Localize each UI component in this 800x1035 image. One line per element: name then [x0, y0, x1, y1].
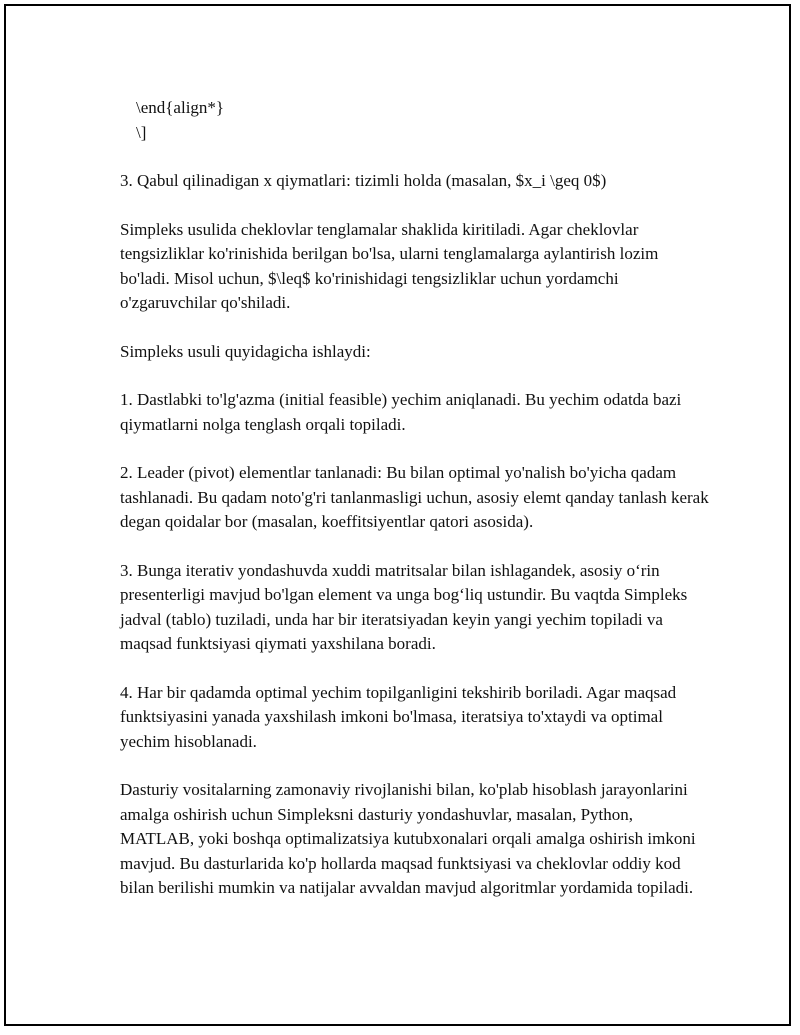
paragraph-step-3: 3. Bunga iterativ yondashuvda xuddi matritsalar bilan ishlagandek, asosiy o‘rin presenterligi mavjud bo'lgan element va unga bog‘liq ustundir. Bu vaqtda Simpleks jadval (tablo) tuziladi, unda har bir iteratsiyadan keyin yangi yechim topiladi va maqsad funktsiyasi qiymati yaxshilana boradi. [120, 560, 688, 653]
paragraph-how-it-works: Simpleks usuli quyidagicha ishlaydi: [120, 341, 371, 361]
paragraph-software-tools: Dasturiy vositalarning zamonaviy rivojlanishi bilan, ko'plab hisoblash jarayonlarini amalga oshirish uchun Simpleksni dasturiy yondashuvlar, masalan, Python, MATLAB, yoki boshqa optimalizatsiya kutubxonalari orqali amalga oshirish imkoni mavjud. Bu dasturlarida ko'p hollarda maqsad funktsiyasi va cheklovlar oddiy kod bilan berilishi mumkin va natijalar avvaldan mavjud algoritmlar yordamida topiladi. [120, 780, 696, 897]
code-line-end-align: \end{align*} [136, 98, 225, 117]
code-line-close-bracket: \] [136, 122, 147, 142]
document-body [120, 96, 710, 925]
paragraph-step-4: 4. Har bir qadamda optimal yechim topilganligini tekshirib boriladi. Agar maqsad funktsiyasini yanada yaxshilash imkoni bo'lmasa, iteratsiya to'xtaydi va optimal yechim hisoblanadi. [120, 682, 677, 751]
paragraph-accepted-values: 3. Qabul qilinadigan x qiymatlari: tizimli holda (masalan, $x_i \geq 0$) [120, 171, 607, 190]
paragraph-step-1: 1. Dastlabki to'lg'azma (initial feasible) yechim aniqlanadi. Bu yechim odatda bazi qiymatlarni nolga tenglash orqali topiladi. [120, 390, 682, 434]
paragraph-constraints: Simpleks usulida cheklovlar tenglamalar shaklida kiritiladi. Agar cheklovlar tengsizliklar ko'rinishida berilgan bo'lsa, ularni tenglamalarga aylantirish lozim bo'ladi. Misol uchun, $\leq$ ko'rinishidagi tengsizliklar uchun yordamchi o'zgaruvchilar qo'shiladi. [120, 219, 659, 312]
paragraph-step-2: 2. Leader (pivot) elementlar tanlanadi: Bu bilan optimal yo'nalish bo'yicha qadam tashlanadi. Bu qadam noto'g'ri tanlanmasligi uchun, asosiy elemt qanday tanlash kerak degan qoidalar bor (masalan, koeffitsiyentlar qatori asosida). [120, 463, 709, 531]
document-page [4, 4, 791, 1026]
spacer [120, 145, 710, 169]
